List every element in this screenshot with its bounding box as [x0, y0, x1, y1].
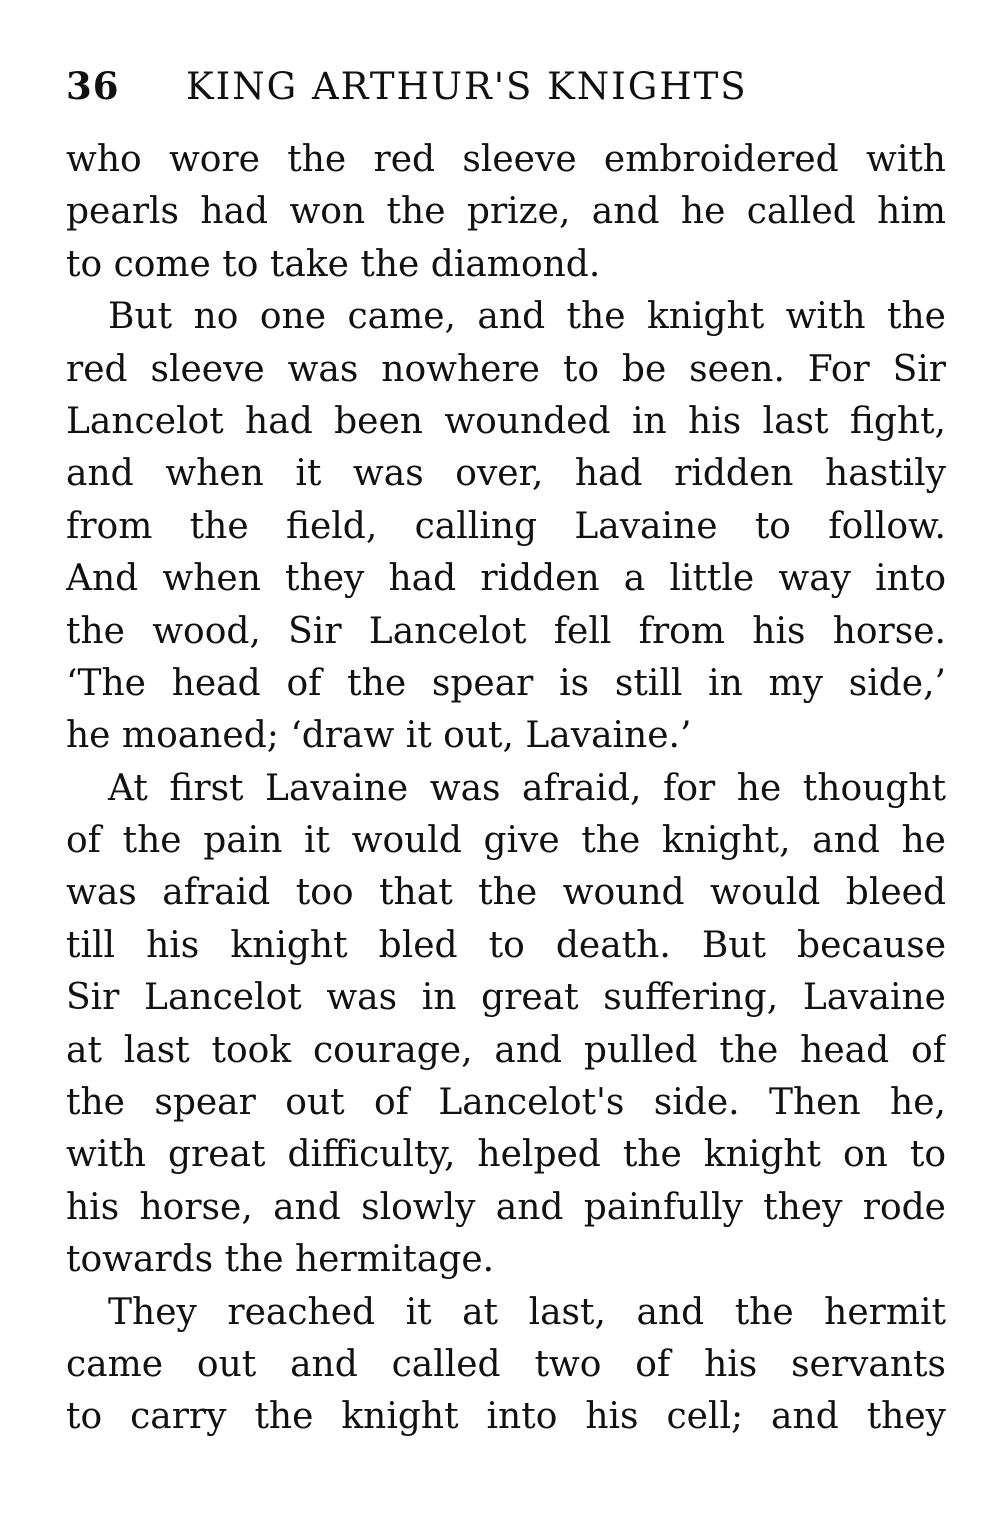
paragraph-3 [66, 763, 946, 1287]
body-text [66, 134, 946, 1444]
paragraph-1 [66, 134, 946, 291]
running-head [66, 64, 946, 134]
text-line: with great difficulty, helped the knight on to [66, 1134, 946, 1176]
text-line: he moaned; ‘draw it out, Lavaine.’ [66, 715, 692, 757]
text-line: from the field, calling Lavaine to follow. [66, 505, 946, 547]
text-line: till his knight bled to death. But because [66, 924, 946, 966]
paragraph-2 [66, 291, 946, 763]
text-line: of the pain it would give the knight, and he [66, 820, 946, 862]
text-line: Lancelot had been wounded in his last fight, [66, 400, 946, 442]
text-line: his horse, and slowly and painfully they rode [66, 1186, 946, 1228]
book-title: KING ARTHUR'S KNIGHTS [186, 65, 748, 108]
text-line: who wore the red sleeve embroidered with [66, 139, 946, 180]
text-line: and when it was over, had ridden hastily [66, 453, 946, 495]
text-line: red sleeve was nowhere to be seen. For Sir [66, 348, 946, 390]
page-number: 36 [66, 64, 120, 108]
text-line: at last took courage, and pulled the head of [66, 1029, 946, 1071]
book-page [66, 64, 946, 1444]
text-line: to come to take the diamond. [66, 243, 601, 285]
paragraph-4 [66, 1287, 946, 1444]
text-line: pearls had won the prize, and he called him [66, 191, 946, 233]
text-line: to carry the knight into his cell; and they [66, 1396, 946, 1438]
text-line: And when they had ridden a little way into [66, 558, 946, 600]
text-line: the spear out of Lancelot's side. Then he, [66, 1082, 946, 1124]
text-line: was afraid too that the wound would bleed [66, 872, 946, 914]
text-line: Sir Lancelot was in great suffering, Lavaine [66, 977, 946, 1019]
text-line: They reached it at last, and the hermit [108, 1291, 946, 1333]
text-line: the wood, Sir Lancelot fell from his horse. [66, 610, 946, 652]
text-line: came out and called two of his servants [66, 1343, 946, 1385]
text-line: But no one came, and the knight with the [108, 296, 946, 338]
text-line: ‘The head of the spear is still in my side,’ [66, 662, 946, 704]
text-line: At first Lavaine was afraid, for he thought [108, 767, 946, 809]
text-line: towards the hermitage. [66, 1239, 495, 1281]
